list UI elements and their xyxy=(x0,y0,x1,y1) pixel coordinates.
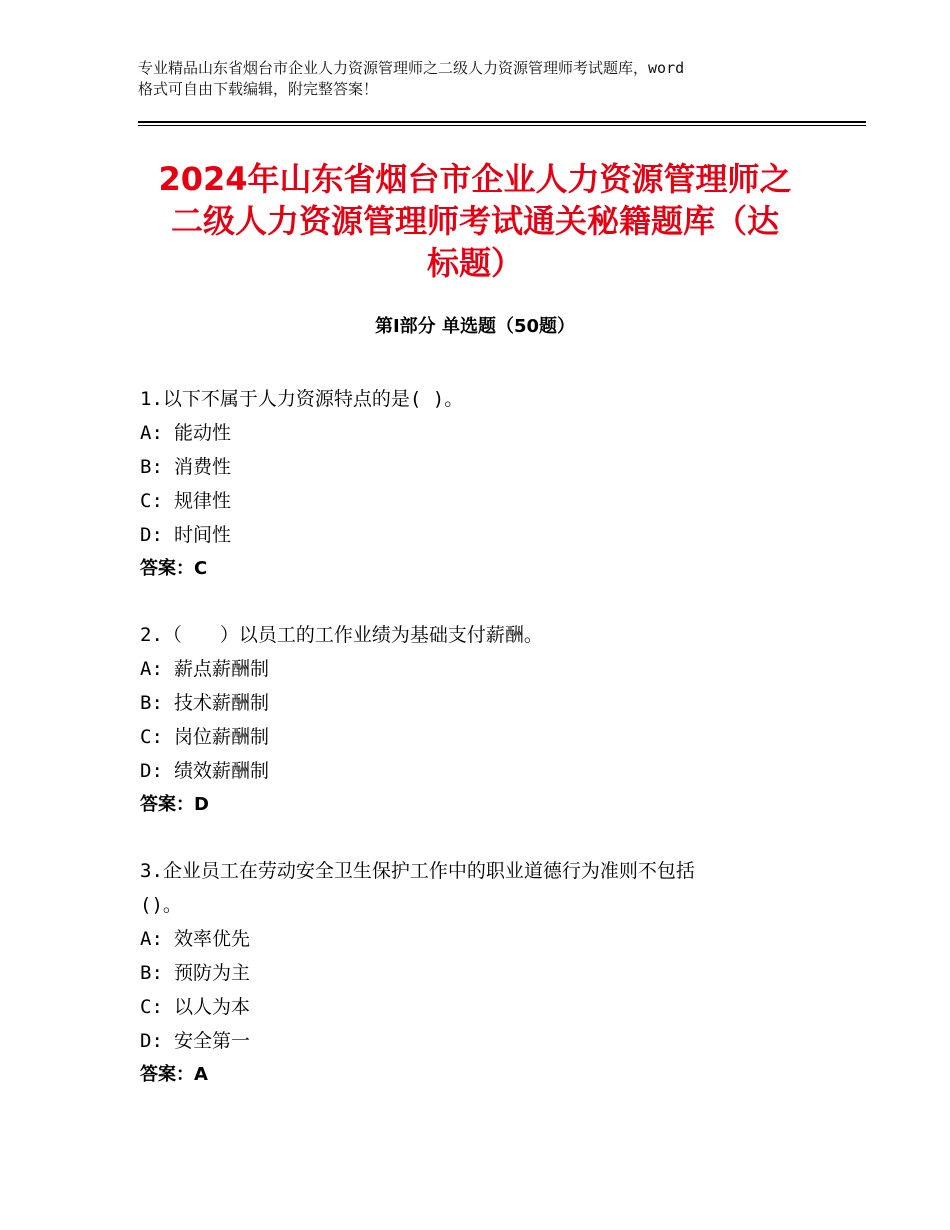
option-d xyxy=(140,1024,840,1058)
option-text: 效率优先 xyxy=(174,928,251,950)
option-d xyxy=(140,754,840,788)
option-c xyxy=(140,990,840,1024)
question-stem: 2.（ ）以员工的工作业绩为基础支付薪酬。 xyxy=(140,624,543,646)
option-text: 安全第一 xyxy=(174,1030,251,1052)
option-text: 薪点薪酬制 xyxy=(174,658,270,680)
option-letter: A: xyxy=(140,658,163,680)
header-note-line: 专业精品山东省烟台市企业人力资源管理师之二级人力资源管理师考试题库，word xyxy=(138,59,685,77)
question-stem: 1.以下不属于人力资源特点的是( )。 xyxy=(140,388,464,410)
answer-label: 答案：A xyxy=(140,1064,208,1085)
title-line: 标题） xyxy=(426,244,523,282)
option-text: 时间性 xyxy=(174,524,232,546)
option-a xyxy=(140,416,840,450)
option-c xyxy=(140,484,840,518)
title-line: 二级人力资源管理师考试通关秘籍题库（达 xyxy=(170,202,779,240)
option-b xyxy=(140,450,840,484)
option-letter: B: xyxy=(140,692,163,714)
option-text: 预防为主 xyxy=(174,962,251,984)
answer-label: 答案：D xyxy=(140,794,209,815)
option-b xyxy=(140,956,840,990)
question-list xyxy=(140,382,840,1124)
option-text: 岗位薪酬制 xyxy=(174,726,270,748)
question-1 xyxy=(140,382,840,586)
option-a xyxy=(140,922,840,956)
option-b xyxy=(140,686,840,720)
option-d xyxy=(140,518,840,552)
option-letter: A: xyxy=(140,928,163,950)
answer-label: 答案：C xyxy=(140,558,208,579)
header-divider-thick xyxy=(138,121,866,123)
option-letter: A: xyxy=(140,422,163,444)
section-heading: 第Ⅰ部分 单选题（50题） xyxy=(374,316,575,337)
option-a xyxy=(140,652,840,686)
option-letter: C: xyxy=(140,490,163,512)
option-text: 消费性 xyxy=(174,456,232,478)
question-2 xyxy=(140,618,840,822)
option-text: 以人为本 xyxy=(174,996,251,1018)
option-text: 绩效薪酬制 xyxy=(174,760,270,782)
option-c xyxy=(140,720,840,754)
option-letter: D: xyxy=(140,1030,163,1052)
header-note xyxy=(138,58,838,100)
option-text: 能动性 xyxy=(174,422,232,444)
header-divider-thin xyxy=(138,125,866,126)
option-text: 技术薪酬制 xyxy=(174,692,270,714)
title-line: 2024年山东省烟台市企业人力资源管理师之 xyxy=(158,160,792,198)
header-note-line: 格式可自由下载编辑，附完整答案！ xyxy=(138,80,379,98)
question-stem: 3.企业员工在劳动安全卫生保护工作中的职业道德行为准则不包括 xyxy=(140,860,695,882)
option-letter: C: xyxy=(140,726,163,748)
question-stem-continued: ()。 xyxy=(140,894,182,916)
option-letter: D: xyxy=(140,524,163,546)
option-letter: B: xyxy=(140,962,163,984)
question-3 xyxy=(140,854,840,1092)
option-text: 规律性 xyxy=(174,490,232,512)
option-letter: C: xyxy=(140,996,163,1018)
document-title xyxy=(100,158,850,284)
option-letter: D: xyxy=(140,760,163,782)
option-letter: B: xyxy=(140,456,163,478)
